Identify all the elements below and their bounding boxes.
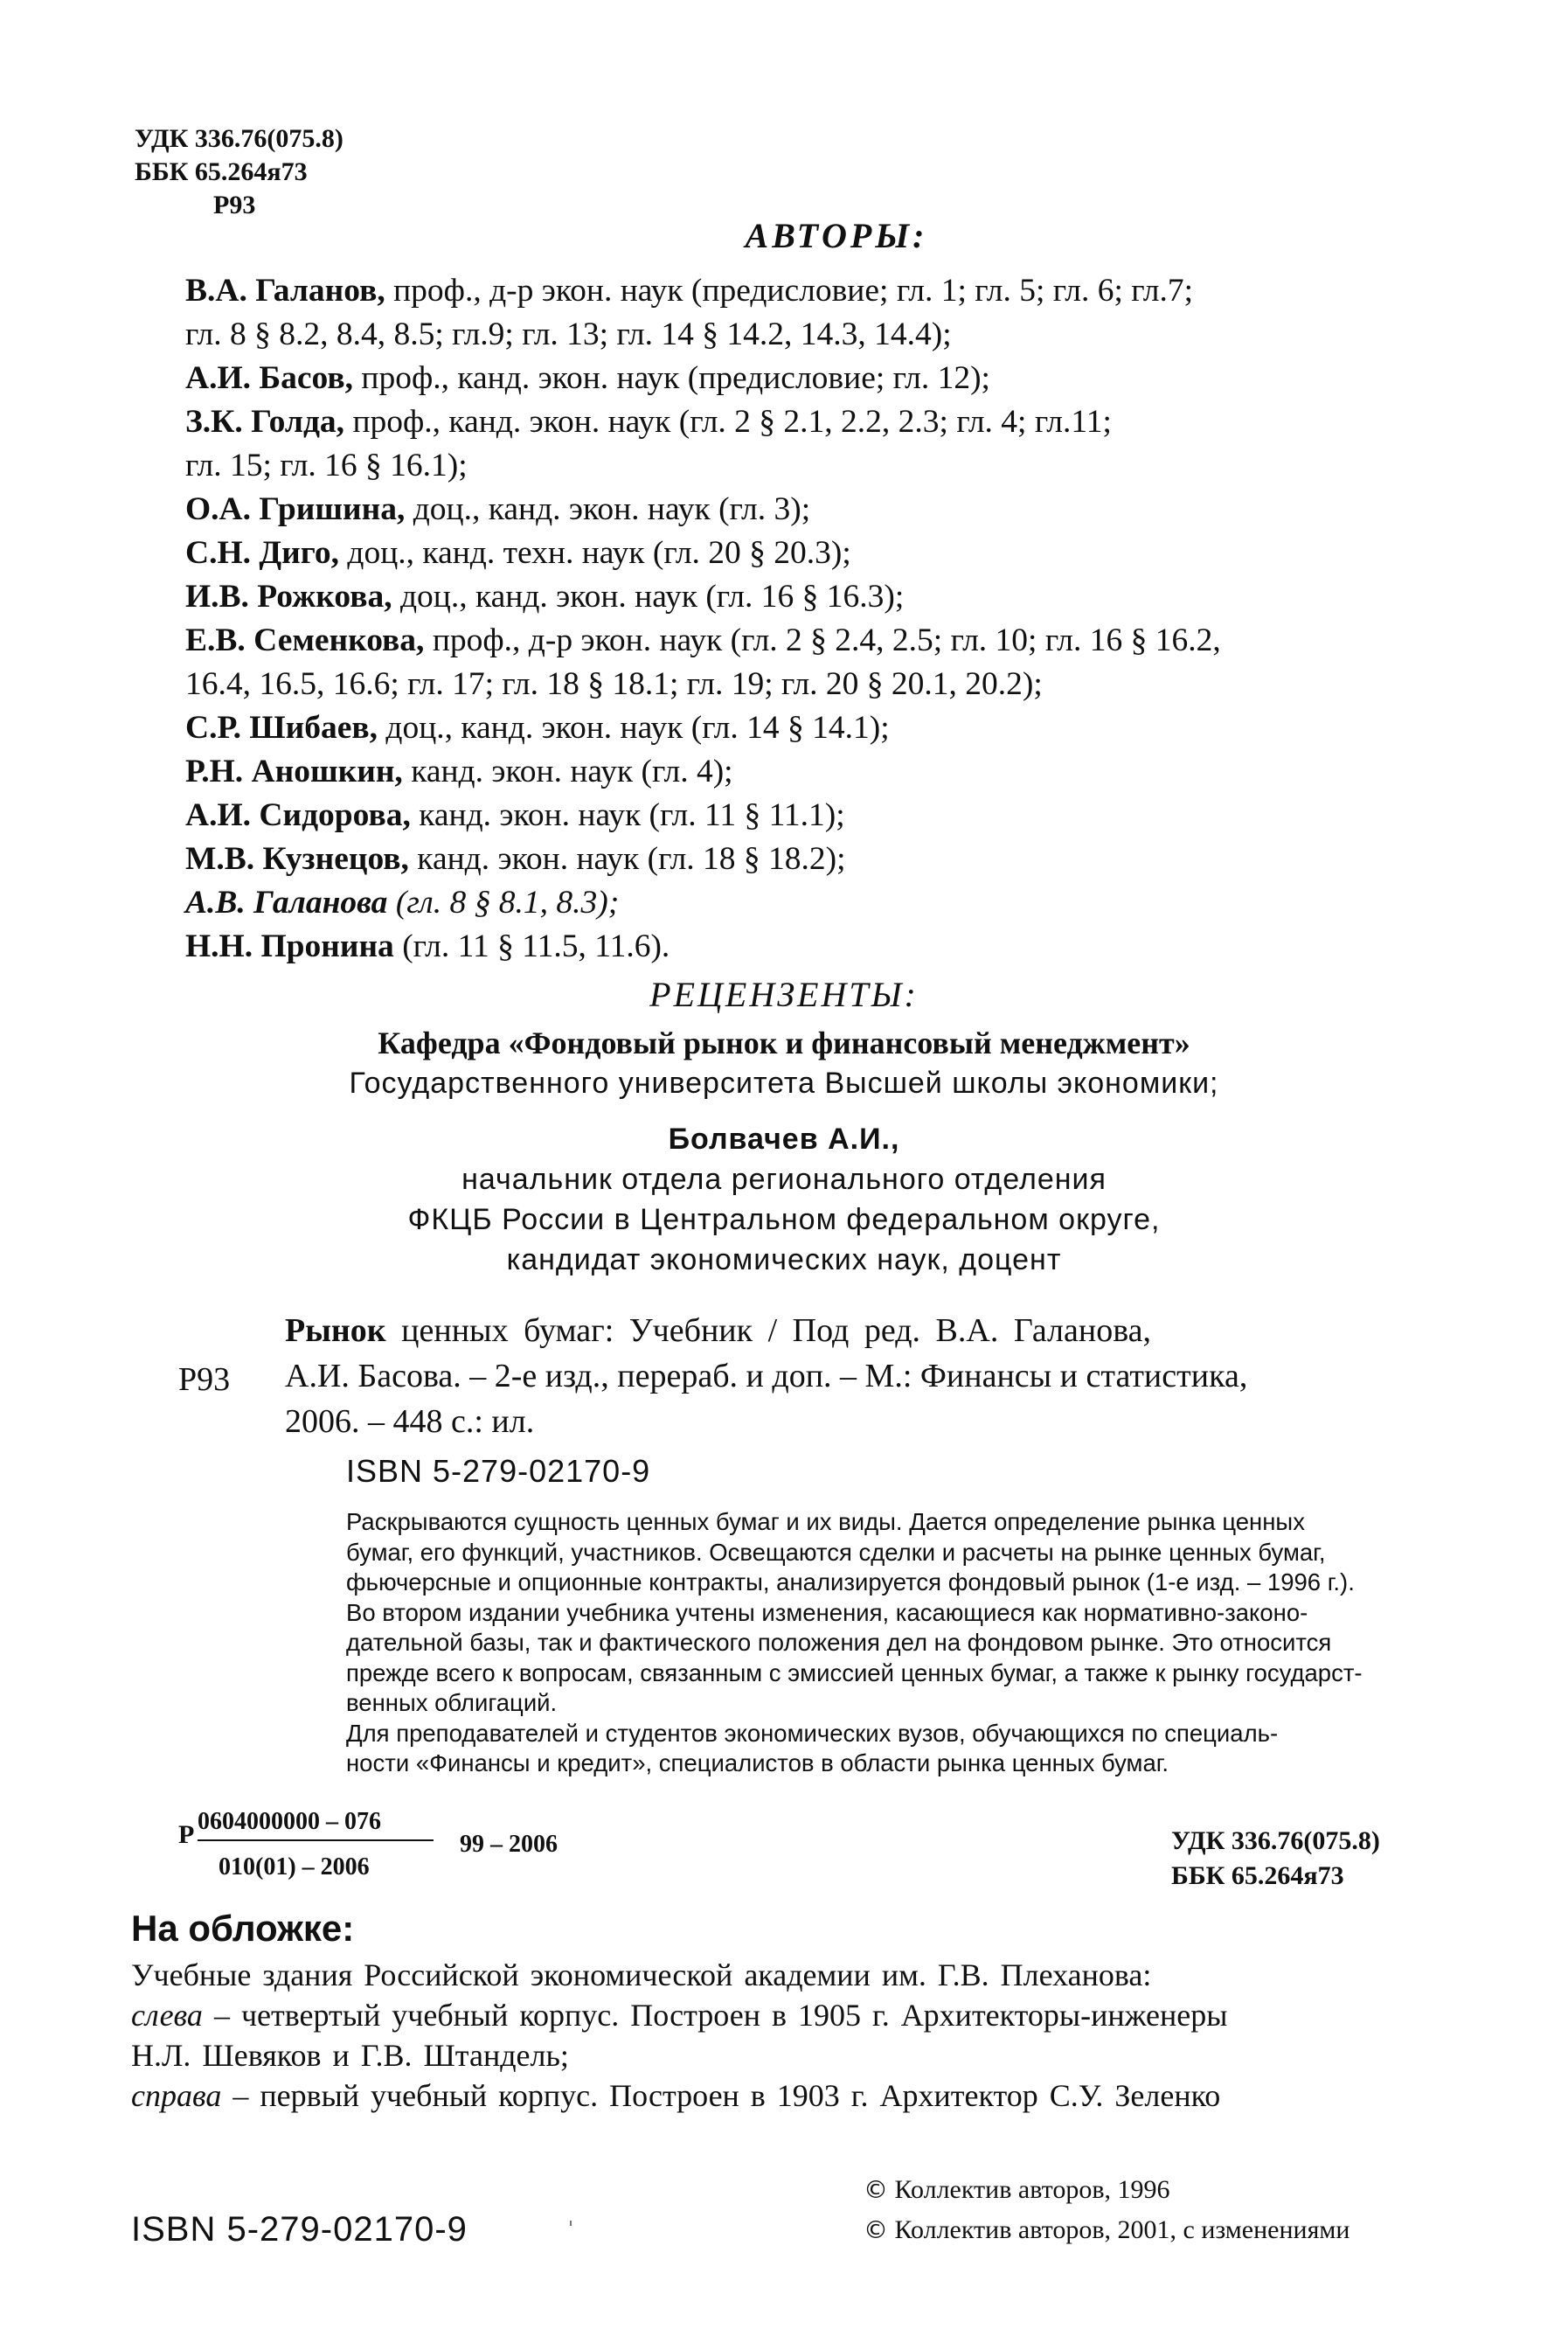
author-row: [185, 532, 1444, 575]
isbn-middle: ISBN 5-279-02170-9: [346, 1453, 651, 1489]
author-name: А.В. Галанова: [185, 885, 388, 921]
reviewer-department-title: Кафедра «Фондовый рынок и финансовый менеджмент»: [378, 1025, 1190, 1060]
annotation-line: дательной базы, так и фактического положения дел на фондовом рынке. Это относится: [346, 1629, 1332, 1656]
author-contribution: проф., д-р экон. наук (гл. 2 § 2.4, 2.5; гл. 10; гл. 16 § 16.2,: [424, 622, 1221, 658]
author-row: [185, 575, 1444, 619]
author-contribution: (гл. 11 § 11.5, 11.6).: [393, 928, 670, 964]
author-contribution: доц., канд. экон. наук (гл. 3);: [405, 491, 811, 527]
annotation-line: Во втором издании учебника учтены изменения, касающиеся как нормативно-законо-: [346, 1598, 1308, 1626]
author-name: Н.Н. Пронина: [185, 928, 394, 964]
author-contribution: проф., канд. экон. наук (предисловие; гл. 12);: [353, 360, 990, 396]
cover-left-label: слева: [131, 1998, 203, 2033]
publication-code-denominator: 010(01) – 2006: [219, 1853, 370, 1881]
reviewers-heading: РЕЦЕНЗЕНТЫ:: [649, 975, 919, 1014]
copyright-text-1: Коллектив авторов, 1996: [888, 2175, 1170, 2204]
bbk-code: ББК 65.264я73: [135, 157, 308, 186]
author-contribution: доц., канд. экон. наук (гл. 16 § 16.3);: [392, 579, 905, 615]
author-name: Р.Н. Аношкин,: [185, 754, 403, 789]
cover-left-text: – четвертый учебный корпус. Построен в 1905 г. Архитекторы-инженеры: [202, 1998, 1228, 2033]
author-row: [185, 619, 1444, 663]
annotation: [346, 1507, 1449, 1779]
annotation-line: Для преподавателей и студентов экономических вузов, обучающихся по специаль-: [346, 1719, 1279, 1747]
cover-line-left-2: Н.Л. Шевяков и Г.В. Штандель;: [131, 2038, 569, 2073]
publication-code-suffix: 99 – 2006: [460, 1831, 558, 1858]
author-row: [185, 881, 1444, 925]
spacer: [0, 1103, 1568, 1119]
author-contribution: 16.4, 16.5, 16.6; гл. 17; гл. 18 § 18.1; гл. 19; гл. 20 § 20.1, 20.2);: [185, 666, 1043, 702]
reviewer-person-degree: кандидат экономических наук, доцент: [506, 1243, 1062, 1276]
cover-right-label: справа: [131, 2078, 222, 2113]
copyright-2001: [864, 2210, 1349, 2250]
annotation-line: прежде всего к вопросам, связанным с эмиссией ценных бумаг, а также к рынку государст-: [346, 1658, 1363, 1686]
cover-right-text: – первый учебный корпус. Построен в 1903 г. Архитектор С.У. Зеленко: [221, 2078, 1221, 2113]
author-name: Е.В. Семенкова,: [185, 622, 425, 658]
classification-bottom: [1171, 1824, 1380, 1894]
author-row: [185, 663, 1444, 706]
reviewers-block: [0, 1023, 1568, 1280]
cover-line-1: Учебные здания Российской экономической академии им. Г.В. Плеханова:: [131, 1957, 1152, 1992]
author-name: И.В. Рожкова,: [185, 579, 392, 615]
author-contribution: канд. экон. наук (гл. 4);: [402, 754, 733, 789]
bibliography-code: Р93: [178, 1361, 231, 1398]
annotation-line: венных облигаций.: [346, 1689, 558, 1716]
author-row: [185, 794, 1444, 838]
author-name: С.Н. Диго,: [185, 535, 340, 571]
author-row: [185, 357, 1444, 400]
copyright-icon: ©: [864, 2215, 888, 2244]
author-row: [185, 488, 1444, 532]
annotation-line: фьючерсные и опционные контракты, анализируется фондовый рынок (1-е изд. – 1996 г.).: [346, 1568, 1355, 1596]
isbn-bottom: ISBN 5-279-02170-9: [131, 2210, 468, 2249]
author-contribution: доц., канд. техн. наук (гл. 20 § 20.3);: [339, 535, 851, 571]
copyright-1996: [864, 2170, 1349, 2210]
book-title: Рынок: [285, 1312, 386, 1349]
annotation-line: Раскрываются сущность ценных бумаг и их виды. Дается определение рынка ценных: [346, 1508, 1305, 1535]
author-row: [185, 925, 1444, 969]
authors-heading: АВТОРЫ:: [745, 216, 928, 255]
author-contribution: гл. 8 § 8.2, 8.4, 8.5; гл.9; гл. 13; гл. 14 § 14.2, 14.3, 14.4);: [185, 316, 952, 352]
cover-heading: На обложке:: [131, 1908, 355, 1949]
cover-line-left: [131, 1995, 1460, 2035]
publication-code-numerator: 0604000000 – 076: [198, 1808, 381, 1835]
author-row: [185, 444, 1444, 488]
author-contribution: канд. экон. наук (гл. 18 § 18.2);: [408, 841, 846, 877]
author-contribution: (гл. 8 § 8.1, 8.3);: [387, 885, 620, 921]
author-row: [185, 706, 1444, 750]
reviewer-person-org: ФКЦБ России в Центральном федеральном округе,: [407, 1203, 1161, 1236]
author-contribution: проф., д-р экон. наук (предисловие; гл. 1; гл. 5; гл. 6; гл.7;: [385, 273, 1194, 309]
reviewer-person-name: Болвачев А.И.,: [668, 1123, 900, 1156]
bbk-code-bottom: ББК 65.264я73: [1171, 1861, 1344, 1890]
author-name: З.К. Голда,: [185, 404, 345, 440]
annotation-line: бумаг, его функций, участников. Освещаются сделки и расчеты на рынке ценных бумаг,: [346, 1538, 1326, 1566]
copyright-text-2: Коллектив авторов, 2001, с изменениями: [888, 2215, 1350, 2244]
author-contribution: проф., канд. экон. наук (гл. 2 § 2.1, 2.2, 2.3; гл. 4; гл.11;: [344, 404, 1112, 440]
author-row: [185, 400, 1444, 444]
author-name: А.И. Басов,: [185, 360, 354, 396]
biblio-line-1: [285, 1308, 1439, 1353]
cover-description: [131, 1955, 1460, 2116]
biblio-line-1-rest: ценных бумаг: Учебник / Под ред. В.А. Галанова,: [385, 1312, 1152, 1349]
author-name: В.А. Галанов,: [185, 273, 385, 309]
biblio-line-3: 2006. – 448 с.: ил.: [285, 1403, 535, 1440]
bibliographic-description: [285, 1308, 1439, 1444]
annotation-line: ности «Финансы и кредит», специалистов в области рынка ценных бумаг.: [346, 1749, 1169, 1776]
author-contribution: доц., канд. экон. наук (гл. 14 § 14.1);: [377, 710, 890, 746]
author-name: А.И. Сидорова,: [185, 797, 411, 833]
author-name: С.Р. Шибаев,: [185, 710, 378, 746]
copyright-icon: ©: [864, 2175, 888, 2204]
reviewer-department-org: Государственного университета Высшей школы экономики;: [349, 1067, 1219, 1100]
author-name: О.А. Гришина,: [185, 491, 406, 527]
authors-list: [185, 269, 1444, 969]
print-mark: [570, 2221, 572, 2226]
author-row: [185, 269, 1444, 313]
cover-line-right: [131, 2075, 1460, 2116]
author-name: М.В. Кузнецов,: [185, 841, 409, 877]
author-contribution: канд. экон. наук (гл. 11 § 11.1);: [410, 797, 845, 833]
copyright-block: [864, 2170, 1349, 2250]
author-contribution: гл. 15; гл. 16 § 16.1);: [185, 448, 468, 483]
udk-code: УДК 336.76(075.8): [135, 124, 343, 153]
reviewer-person-position: начальник отдела регионального отделения: [461, 1163, 1107, 1196]
fraction-line: [198, 1839, 434, 1841]
author-row: [185, 313, 1444, 357]
author-row: [185, 750, 1444, 794]
udk-code-bottom: УДК 336.76(075.8): [1171, 1826, 1380, 1855]
author-row: [185, 838, 1444, 881]
author-sign-code: Р93: [213, 191, 256, 219]
classification-top: [135, 122, 343, 222]
biblio-line-2: А.И. Басова. – 2-е изд., перераб. и доп. – М.: Финансы и статистика,: [285, 1358, 1248, 1394]
publication-code-prefix: Р: [178, 1820, 195, 1849]
